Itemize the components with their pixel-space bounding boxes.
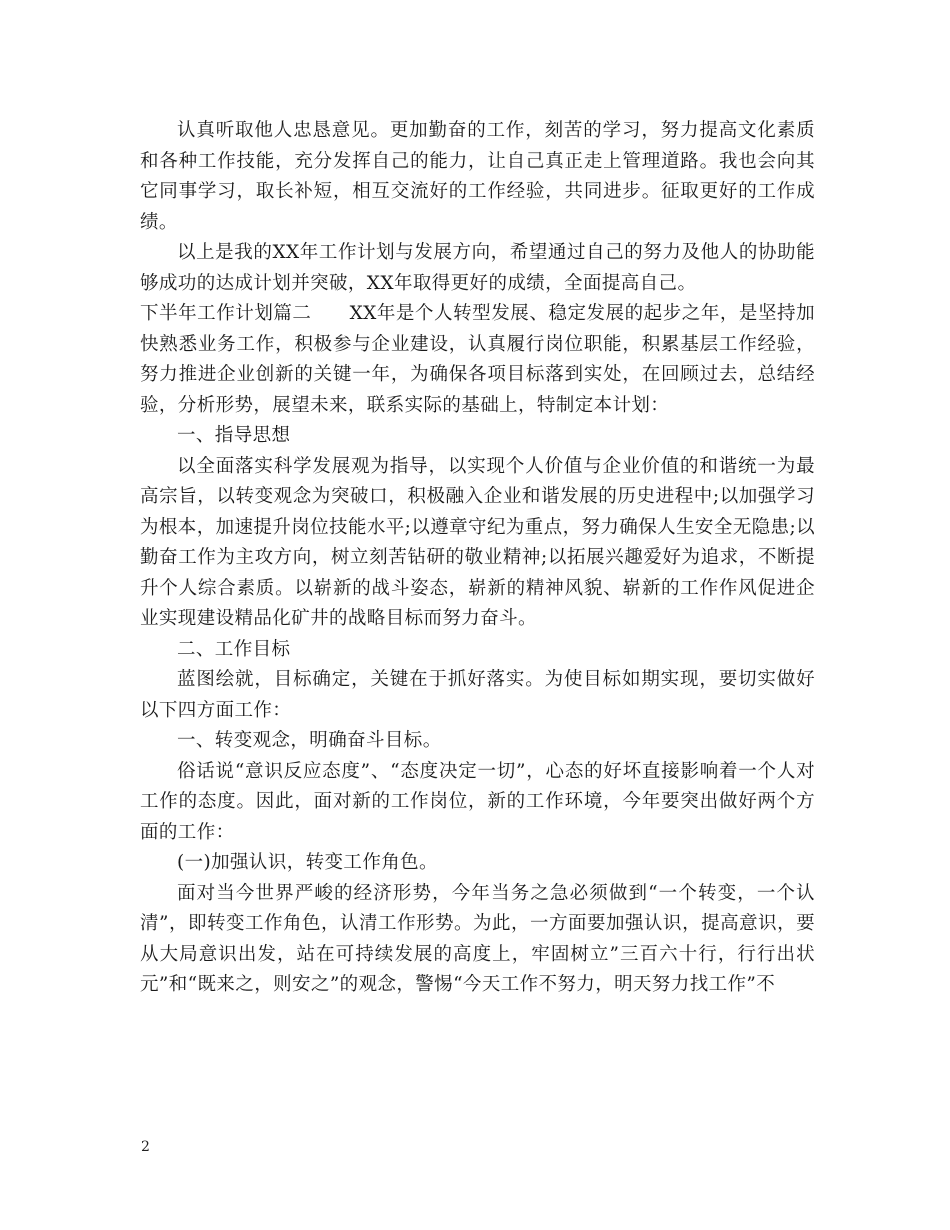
paragraph-5: 以全面落实科学发展观为指导，以实现个人价值与企业价值的和谐统一为最高宗旨，以转变观念为突破口，积极融入企业和谐发展的历史进程中;以加强学习为根本，加速提升岗位技能水平;以遵章守纪为重点，努力确保人生安全无隐患;以勤奋工作为主攻方向，树立刻苦钻研的敬业精神;以拓展兴趣爱好为追求，不断提升个人综合素质。以崭新的战斗姿态，崭新的精神风貌、崭新的工作作风促进企业实现建设精品化矿井的战略目标而努力奋斗。: [140, 455, 815, 629]
paragraph-3: 下半年工作计划篇二 XX年是个人转型发展、稳定发展的起步之年，是坚持加快熟悉业务工作，积极参与企业建设，认真履行岗位职能，积累基层工作经验，努力推进企业创新的关键一年，为确保各项目标落到实处，在回顾过去，总结经验，分析形势，展望未来，联系实际的基础上，特制定本计划：: [140, 303, 815, 416]
paragraph-9: 俗话说“意识反应态度”、“态度决定一切”，心态的好坏直接影响着一个人对工作的态度。因此，面对新的工作岗位，新的工作环境，今年要突出做好两个方面的工作：: [140, 760, 815, 843]
document-body: [140, 116, 815, 1001]
paragraph-1: 认真听取他人忠恳意见。更加勤奋的工作，刻苦的学习，努力提高文化素质和各种工作技能，充分发挥自己的能力，让自己真正走上管理道路。我也会向其它同事学习，取长补短，相互交流好的工作经验，共同进步。征取更好的工作成绩。: [140, 120, 815, 233]
paragraph-2: 以上是我的XX年工作计划与发展方向，希望通过自己的努力及他人的协助能够成功的达成计划并突破，XX年取得更好的成绩，全面提高自己。: [140, 242, 815, 294]
page-number: 2: [141, 1139, 150, 1155]
section-heading-work-goals: 二、工作目标: [177, 638, 291, 660]
subheading-strengthen-awareness: (一)加强认识，转变工作角色。: [177, 852, 438, 873]
paragraph-7: 蓝图绘就，目标确定，关键在于抓好落实。为使目标如期实现，要切实做好以下四方面工作：: [140, 669, 815, 721]
section-heading-guiding-ideology: 一、指导思想: [177, 425, 291, 446]
subheading-change-concept: 一、转变观念，明确奋斗目标。: [177, 730, 442, 751]
paragraph-11: 面对当今世界严峻的经济形势，今年当务之急必须做到“一个转变，一个认清”，即转变工作角色，认清工作形势。为此，一方面要加强认识，提高意识，要从大局意识出发，站在可持续发展的高度上，牢固树立”三百六十行，行行出状元”和“既来之，则安之”的观念，警惕“今天工作不努力，明天努力找工作”不: [140, 882, 815, 995]
